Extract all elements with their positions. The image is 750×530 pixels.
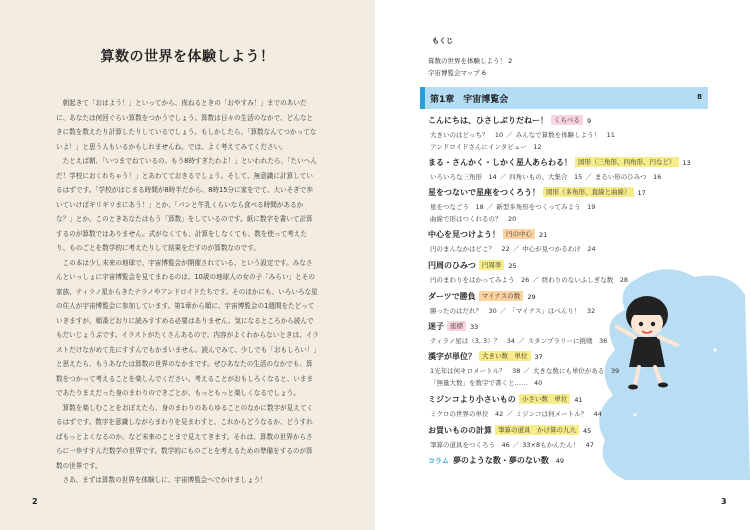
- section-title: 中心を見つけよう！: [428, 230, 500, 239]
- column-title: 夢のような数・夢のない数: [452, 456, 549, 465]
- toc-sub-entries: 円のまわりをはかってみよう 26 ／ 終わりのないふしぎな数 28: [430, 276, 629, 284]
- toc-sub-entries: [430, 142, 542, 151]
- toc-entry-title: 宇宙博覧会マップ: [428, 69, 480, 77]
- section-page: 29: [527, 293, 536, 301]
- intro-text: [56, 96, 319, 488]
- page-title: 算数の世界を体験しよう！: [100, 49, 275, 65]
- paragraph: 朝起きて「おはよう！」といってから、夜ねるときの「おやすみ！」までのあいだに、あなたは何回ぐらい算数をつかうでしょう。算数は日々の生活のなかで、どんなときに数を数えたり計算したりしているでしょう。もしかしたら、「算数なんてつかってないよ！」と思う人もいるかもしれませんね。では、よく考えてみてください。: [56, 99, 317, 151]
- toc-section[interactable]: [428, 351, 543, 362]
- chapter-label: 第1章 宇宙博覧会: [430, 95, 509, 105]
- section-tag: 図形（多角形、直線と曲線）: [543, 187, 634, 197]
- toc-sub-entries: ミクロの世界の単位 42 ／ ミジンコは何メートル？ 44: [430, 410, 602, 418]
- paragraph: 算数を楽しむことをおぼえたら、身のまわりのあらゆることのなかに数字が見えてくるはずです。数字を意識しながらまわりを見まわすと、これからどうなるか、どうすればもっとよくなるのか、など未来のことまで見えてきます。それは、算数の世界からさらに一歩すすんだ数学の世界です。数学的にものごとを考えるための準備をするのが算数の世界です。: [56, 403, 314, 470]
- section-page: 25: [508, 262, 517, 270]
- toc-sub-entries: [430, 214, 516, 223]
- sub-entry[interactable]: ミジンコは何メートル？ 44: [515, 410, 602, 418]
- section-title: 漢字が単位？: [428, 352, 476, 361]
- section-page: 41: [574, 396, 583, 404]
- section-title: 円周のひみつ: [428, 261, 476, 270]
- section-tag: マイナスの数: [479, 291, 524, 301]
- section-page: 33: [470, 323, 479, 331]
- toc-section[interactable]: [428, 187, 646, 198]
- section-title: 星をつないで星座をつくろう！: [428, 188, 540, 197]
- page-number-right: 3: [721, 497, 727, 506]
- sub-entry[interactable]: 「無量大数」を数字で書くと…… 40: [430, 379, 543, 387]
- section-title: ダーツで勝負: [428, 292, 476, 301]
- section-title: お買いものの計算: [428, 426, 492, 435]
- sub-entry[interactable]: 筆算の道具をつくろう 46: [430, 441, 510, 449]
- toc-sub-entries: いろいろな三角形 14 ／ 四角いもの、大集合 15 ／ まるい形のひみつ 16: [430, 173, 662, 181]
- chapter-accent-bar: [420, 87, 425, 109]
- section-title: まる・さんかく・しかく星人あらわる！: [428, 158, 572, 167]
- section-title: ミジンコより小さいもの: [428, 395, 516, 404]
- sub-entry[interactable]: 円のまわりをはかってみよう 26: [430, 276, 530, 284]
- sub-entry[interactable]: 円のまんなかはどこ？ 22: [430, 245, 510, 253]
- sub-entry[interactable]: ミクロの世界の単位 42: [430, 410, 504, 418]
- sub-entry[interactable]: 中心が見つかるわけ 24: [522, 245, 596, 253]
- sub-entry[interactable]: まるい形のひみつ 16: [594, 173, 662, 181]
- toc-sub-entries: 円のまんなかはどこ？ 22 ／ 中心が見つかるわけ 24: [430, 245, 596, 253]
- sub-entry[interactable]: 大きいのはどっち？ 10: [430, 131, 504, 139]
- toc-section[interactable]: [428, 260, 517, 271]
- toc-sub-entries: ティラノ星は（3, 3）？ 34 ／ スタンプラリーに挑戦 36: [430, 337, 608, 345]
- section-page: 45: [583, 427, 592, 435]
- toc-section[interactable]: [428, 394, 583, 405]
- toc-sub-entries: 勝ったのはだれ？ 30 ／ 「マイナス」はべんり！ 32: [430, 307, 596, 315]
- sub-entry[interactable]: 勝ったのはだれ？ 30: [430, 307, 497, 315]
- sub-entry[interactable]: ティラノ星は（3, 3）？ 34: [430, 337, 515, 345]
- sub-entry[interactable]: 曲線で形はつくれるの？ 20: [430, 215, 517, 223]
- sub-entry[interactable]: 新型多角形をつくってみよう 19: [496, 203, 596, 211]
- sub-entry[interactable]: 終わりのないふしぎな数 28: [541, 276, 629, 284]
- section-page: 17: [637, 189, 646, 197]
- paragraph: たとえば朝、「いつまでねているの。もう8時すぎたわよ！」といわれたら、「たいへんだ！学校におくれちゃう！」とあわてておきるでしょう。そして、無意識に計算しているはずです。「学校がはじまる時間が8時半だから、8時15分に家をでて、大いそぎで歩いていけばギリギリまにあう！」とか、「パンと牛乳くらいなら食べる時間があるかな？」とか。このときあなたはもう「算数」をしているのです。紙に数字を書いて計算するのが算数ではありません。式がなくても、計算をしなくても、数を使って考えたり、ものごとを数学的に考えたりして結果をだすのが算数なのです。: [56, 157, 317, 252]
- section-page: 13: [682, 159, 691, 167]
- section-page: 9: [587, 117, 592, 125]
- toc-entry-page: 2: [508, 57, 513, 65]
- section-page: 37: [534, 353, 543, 361]
- section-tag: 大きい数 単位: [479, 351, 531, 361]
- section-tag: 円の中心: [503, 229, 535, 239]
- section-tag: 小さい数 単位: [519, 394, 571, 404]
- toc-section[interactable]: [428, 425, 591, 436]
- toc-entry[interactable]: [428, 56, 512, 65]
- sub-entry[interactable]: 大きな数にも単位がある 39: [532, 367, 620, 375]
- sub-entry[interactable]: 星をつなごう 18: [430, 203, 484, 211]
- section-page: 21: [539, 231, 548, 239]
- toc-section[interactable]: [428, 157, 691, 168]
- toc-section[interactable]: [428, 229, 547, 240]
- paragraph: さあ、まずは算数の世界を体験しに、宇宙博覧会へでかけましょう！: [62, 476, 267, 484]
- toc-entry[interactable]: [428, 68, 486, 77]
- page-number-left: 2: [32, 497, 38, 506]
- paragraph: この本は少し未来の地球で、宇宙博覧会が開催されている、という設定です。みなさんといっしょに宇宙博覧会を見てまわるのは、10歳の地球人の女の子「みらい」とその家族、ティラノ星からきたテラノやアンドロイドたちです。そのほかにも、いろいろな星の住人が宇宙博覧会に参加しています。第1章から順に、宇宙博覧会の1週間をたどっていきますが、順番どおりに読みすすめる必要はありません。気になるところから読んでもだいじょうぶです。イラストがたくさんあるので、内容がよくわからないときは、イラストだけながめて先にすすんでもかまいません。読んでみて、少しでも「おもしろい！」と思えたら、もうあなたは算数の世界のなかまです。ぜひあなたの生活のなかでも、算数をつかって考えることを楽しんでください。考えることがおもしろくなると、いままであたりまえだった身のまわりのできごとが、もっともっと楽しくなるでしょう。: [56, 258, 319, 397]
- chapter-page: 8: [697, 93, 702, 101]
- toc-section[interactable]: [428, 321, 478, 332]
- toc-sub-entries: 筆算の道具をつくろう 46 ／ 33×8もかんたん！ 47: [430, 441, 594, 449]
- section-tag: 座標: [447, 321, 466, 331]
- toc-sub-entries: 1光年は何キロメートル？ 38 ／ 大きな数にも単位がある 39: [430, 367, 620, 375]
- sub-entry[interactable]: 四角いもの、大集合 15: [509, 173, 583, 181]
- section-title: 迷子: [428, 322, 444, 331]
- sub-entry[interactable]: スタンプラリーに挑戦 36: [527, 337, 608, 345]
- section-tag: 図形（三角形、四角形、円など）: [575, 157, 679, 167]
- toc-sub-entries: 星をつなごう 18 ／ 新型多角形をつくってみよう 19: [430, 203, 596, 211]
- toc-title: もくじ: [432, 37, 453, 45]
- sub-entry[interactable]: 「マイナス」はべんり！ 32: [509, 307, 596, 315]
- toc-sub-entries: [430, 378, 542, 387]
- section-tag: 円周率: [479, 260, 505, 270]
- toc-section[interactable]: [428, 115, 591, 126]
- section-tag: 筆算の道具 かけ算の九九: [495, 425, 579, 435]
- toc-entry-title: 算数の世界を体験しよう！: [428, 57, 506, 65]
- sub-entry[interactable]: みんなで算数を体験しよう！ 11: [515, 131, 615, 139]
- section-tag: くらべる: [551, 115, 583, 125]
- sub-entry[interactable]: アンドロイドさんにインタビュー 12: [430, 143, 542, 151]
- sub-entry[interactable]: 33×8もかんたん！ 47: [522, 441, 594, 449]
- column-page: 49: [555, 457, 565, 465]
- toc-section[interactable]: [428, 291, 536, 302]
- toc-entry-page: 6: [481, 69, 486, 77]
- column-label: コラム: [428, 457, 449, 465]
- sub-entry[interactable]: 1光年は何キロメートル？ 38: [430, 367, 521, 375]
- sub-entry[interactable]: いろいろな三角形 14: [430, 173, 497, 181]
- chapter-heading[interactable]: [420, 87, 708, 109]
- toc-column[interactable]: [428, 455, 564, 466]
- toc-sub-entries: 大きいのはどっち？ 10 ／ みんなで算数を体験しよう！ 11: [430, 131, 615, 139]
- section-title: こんにちは、ひさしぶりだねー！: [428, 116, 548, 125]
